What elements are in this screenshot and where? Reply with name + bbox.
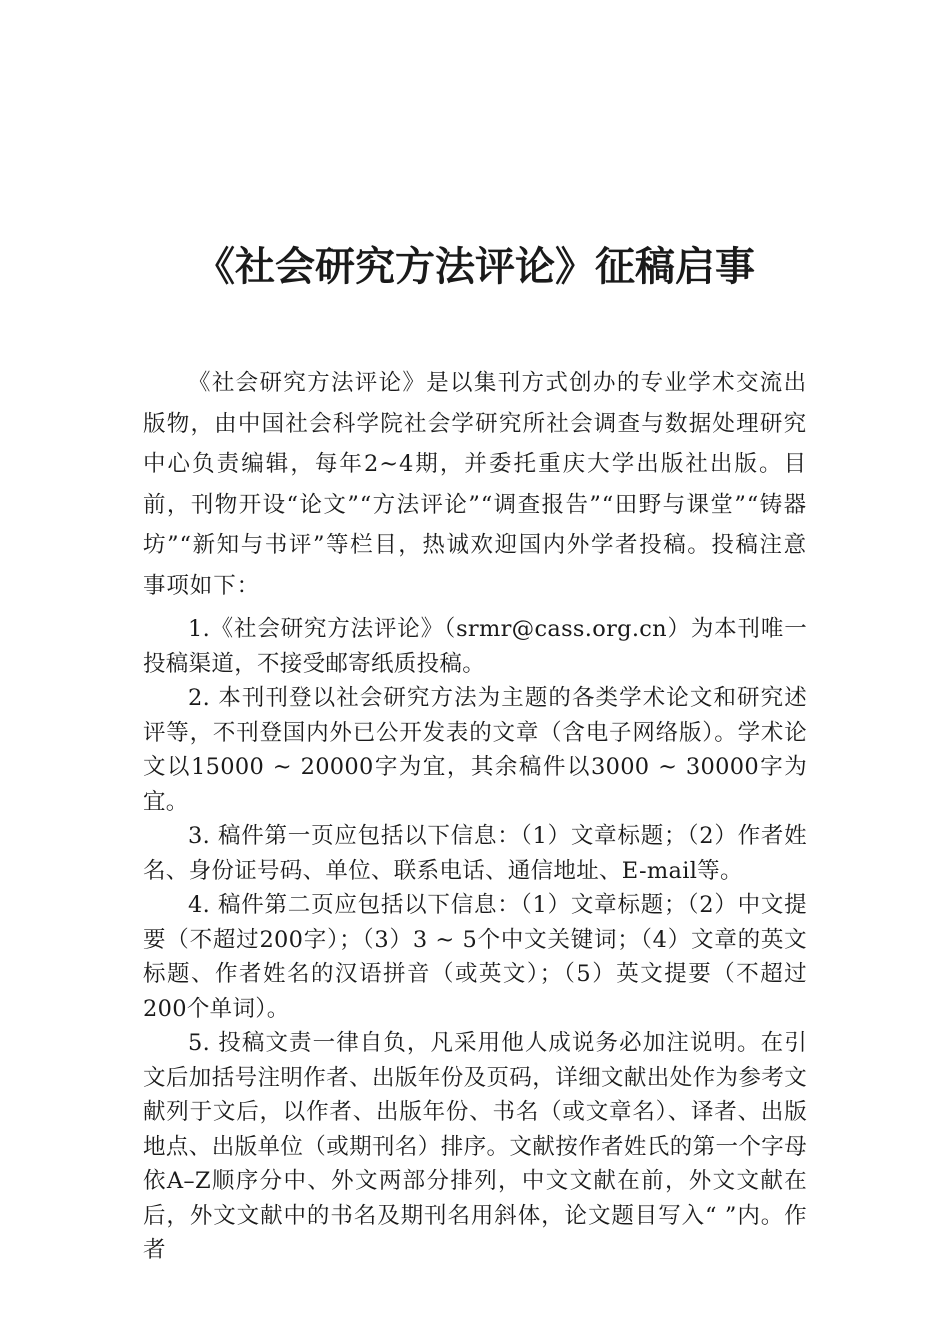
guideline-item-2: 2. 本刊刊登以社会研究方法为主题的各类学术论文和研究述评等，不刊登国内外已公开发表的文章（含电子网络版）。学术论文以15000 ~ 20000字为宜，其余稿件以3000 ~ 30000字为宜。 [143,685,807,815]
guideline-item-4: 4. 稿件第二页应包括以下信息：（1）文章标题；（2）中文提要（不超过200字）；（3）3 ~ 5个中文关键词；（4）文章的英文标题、作者姓名的汉语拼音（或英文）；（5）英文提要（不超过200个单词）。 [143,892,807,1022]
submission-guidelines-list [143,612,807,1268]
guideline-item-5: 5. 投稿文责一律自负，凡采用他人成说务必加注说明。在引文后加括号注明作者、出版年份及页码，详细文献出处作为参考文献列于文后，以作者、出版年份、书名（或文章名）、译者、出版地点、出版单位（或期刊名）排序。文献按作者姓氏的第一个字母依A–Z顺序分中、外文两部分排列，中文文献在前，外文文献在后，外文文献中的书名及期刊名用斜体，论文题目写入“ ”内。作者 [143,1030,807,1263]
page-title: 《社会研究方法评论》征稿启事 [195,244,755,290]
guideline-item-3: 3. 稿件第一页应包括以下信息：（1）文章标题；（2）作者姓名、身份证号码、单位、联系电话、通信地址、E-mail等。 [143,823,807,884]
guideline-item-1: 1.《社会研究方法评论》（srmr@cass.org.cn）为本刊唯一投稿渠道，不接受邮寄纸质投稿。 [143,616,807,677]
intro-paragraph: 《社会研究方法评论》是以集刊方式创办的专业学术交流出版物，由中国社会科学院社会学研究所社会调查与数据处理研究中心负责编辑，每年2~4期，并委托重庆大学出版社出版。目前，刊物开设“论文”“方法评论”“调查报告”“田野与课堂”“铸器坊”“新知与书评”等栏目，热诚欢迎国内外学者投稿。投稿注意事项如下： [143,370,807,599]
